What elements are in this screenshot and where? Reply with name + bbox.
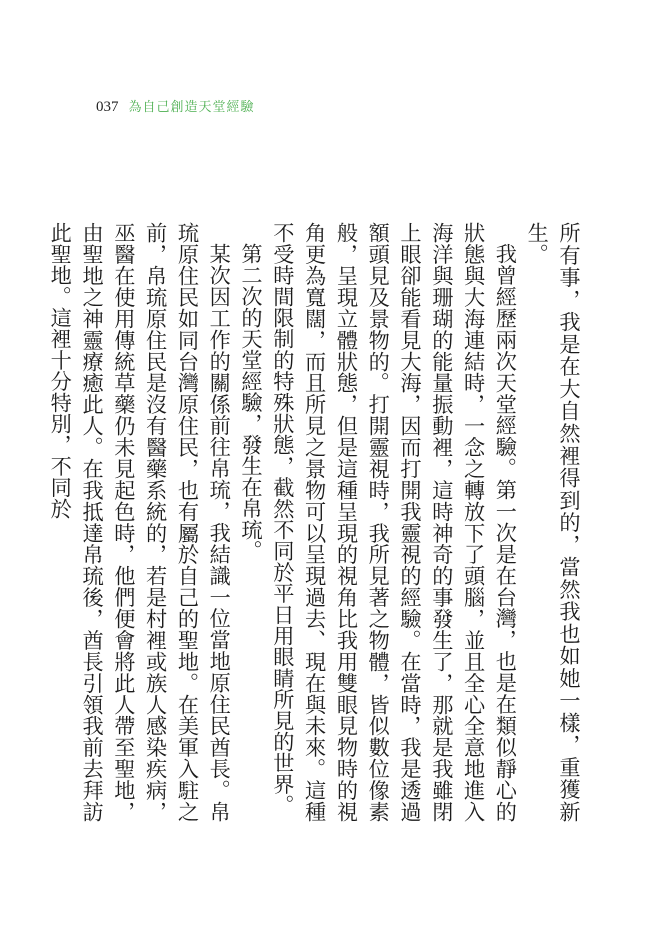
page-header — [96, 96, 255, 116]
paragraph-first-heaven-experience: 我曾經歷兩次天堂經驗。第一次是在台灣，也是在類似靜心的狀態與大海連結時，一念之轉放下了頭腦，並且全心全意地進入海洋與珊瑚的能量振動裡，這時神奇的事發生了，那就是我雖閉上眼卻能看見大海，因而打開我靈視的經驗。在當時，我是透過額頭見及景物的。打開靈視時，我所見著之物體，皆似數位像素般，呈現立體狀態，但是這種呈現的視角比我用雙眼見物時的視角更為寬闊，而且所見之景物可以呈現過去、現在與未來。這種不受時間限制的特殊狀態，截然不同於平日用眼睛所見的世界。 — [270, 222, 519, 822]
paragraph-second-heaven-intro: 第二次的天堂經驗，發生在帛琉。 — [239, 243, 265, 562]
body-text — [48, 222, 585, 822]
page-number: 037 — [96, 99, 119, 115]
paragraph-palau: 某次因工作的關係前往帛琉，我結識一位當地原住民酋長。帛琉原住民如同台灣原住民，也有屬於自己的聖地。在美軍入駐之前，帛琉原住民是沒有醫藥系統的，若是村裡或族人感染疾病，巫醫在使用傳統草藥仍未見起色時，他們便會將此人帶至聖地，由聖地之神靈療癒此人。在我抵達帛琉後，酋長引領我前去拜訪此聖地。這裡十分特別，不同於 — [48, 222, 233, 822]
paragraph-continuation: 所有事，我是在大自然裡得到的，當然我也如她一樣，重獲新生。 — [525, 222, 582, 822]
running-title: 為自己創造天堂經驗 — [128, 100, 255, 115]
